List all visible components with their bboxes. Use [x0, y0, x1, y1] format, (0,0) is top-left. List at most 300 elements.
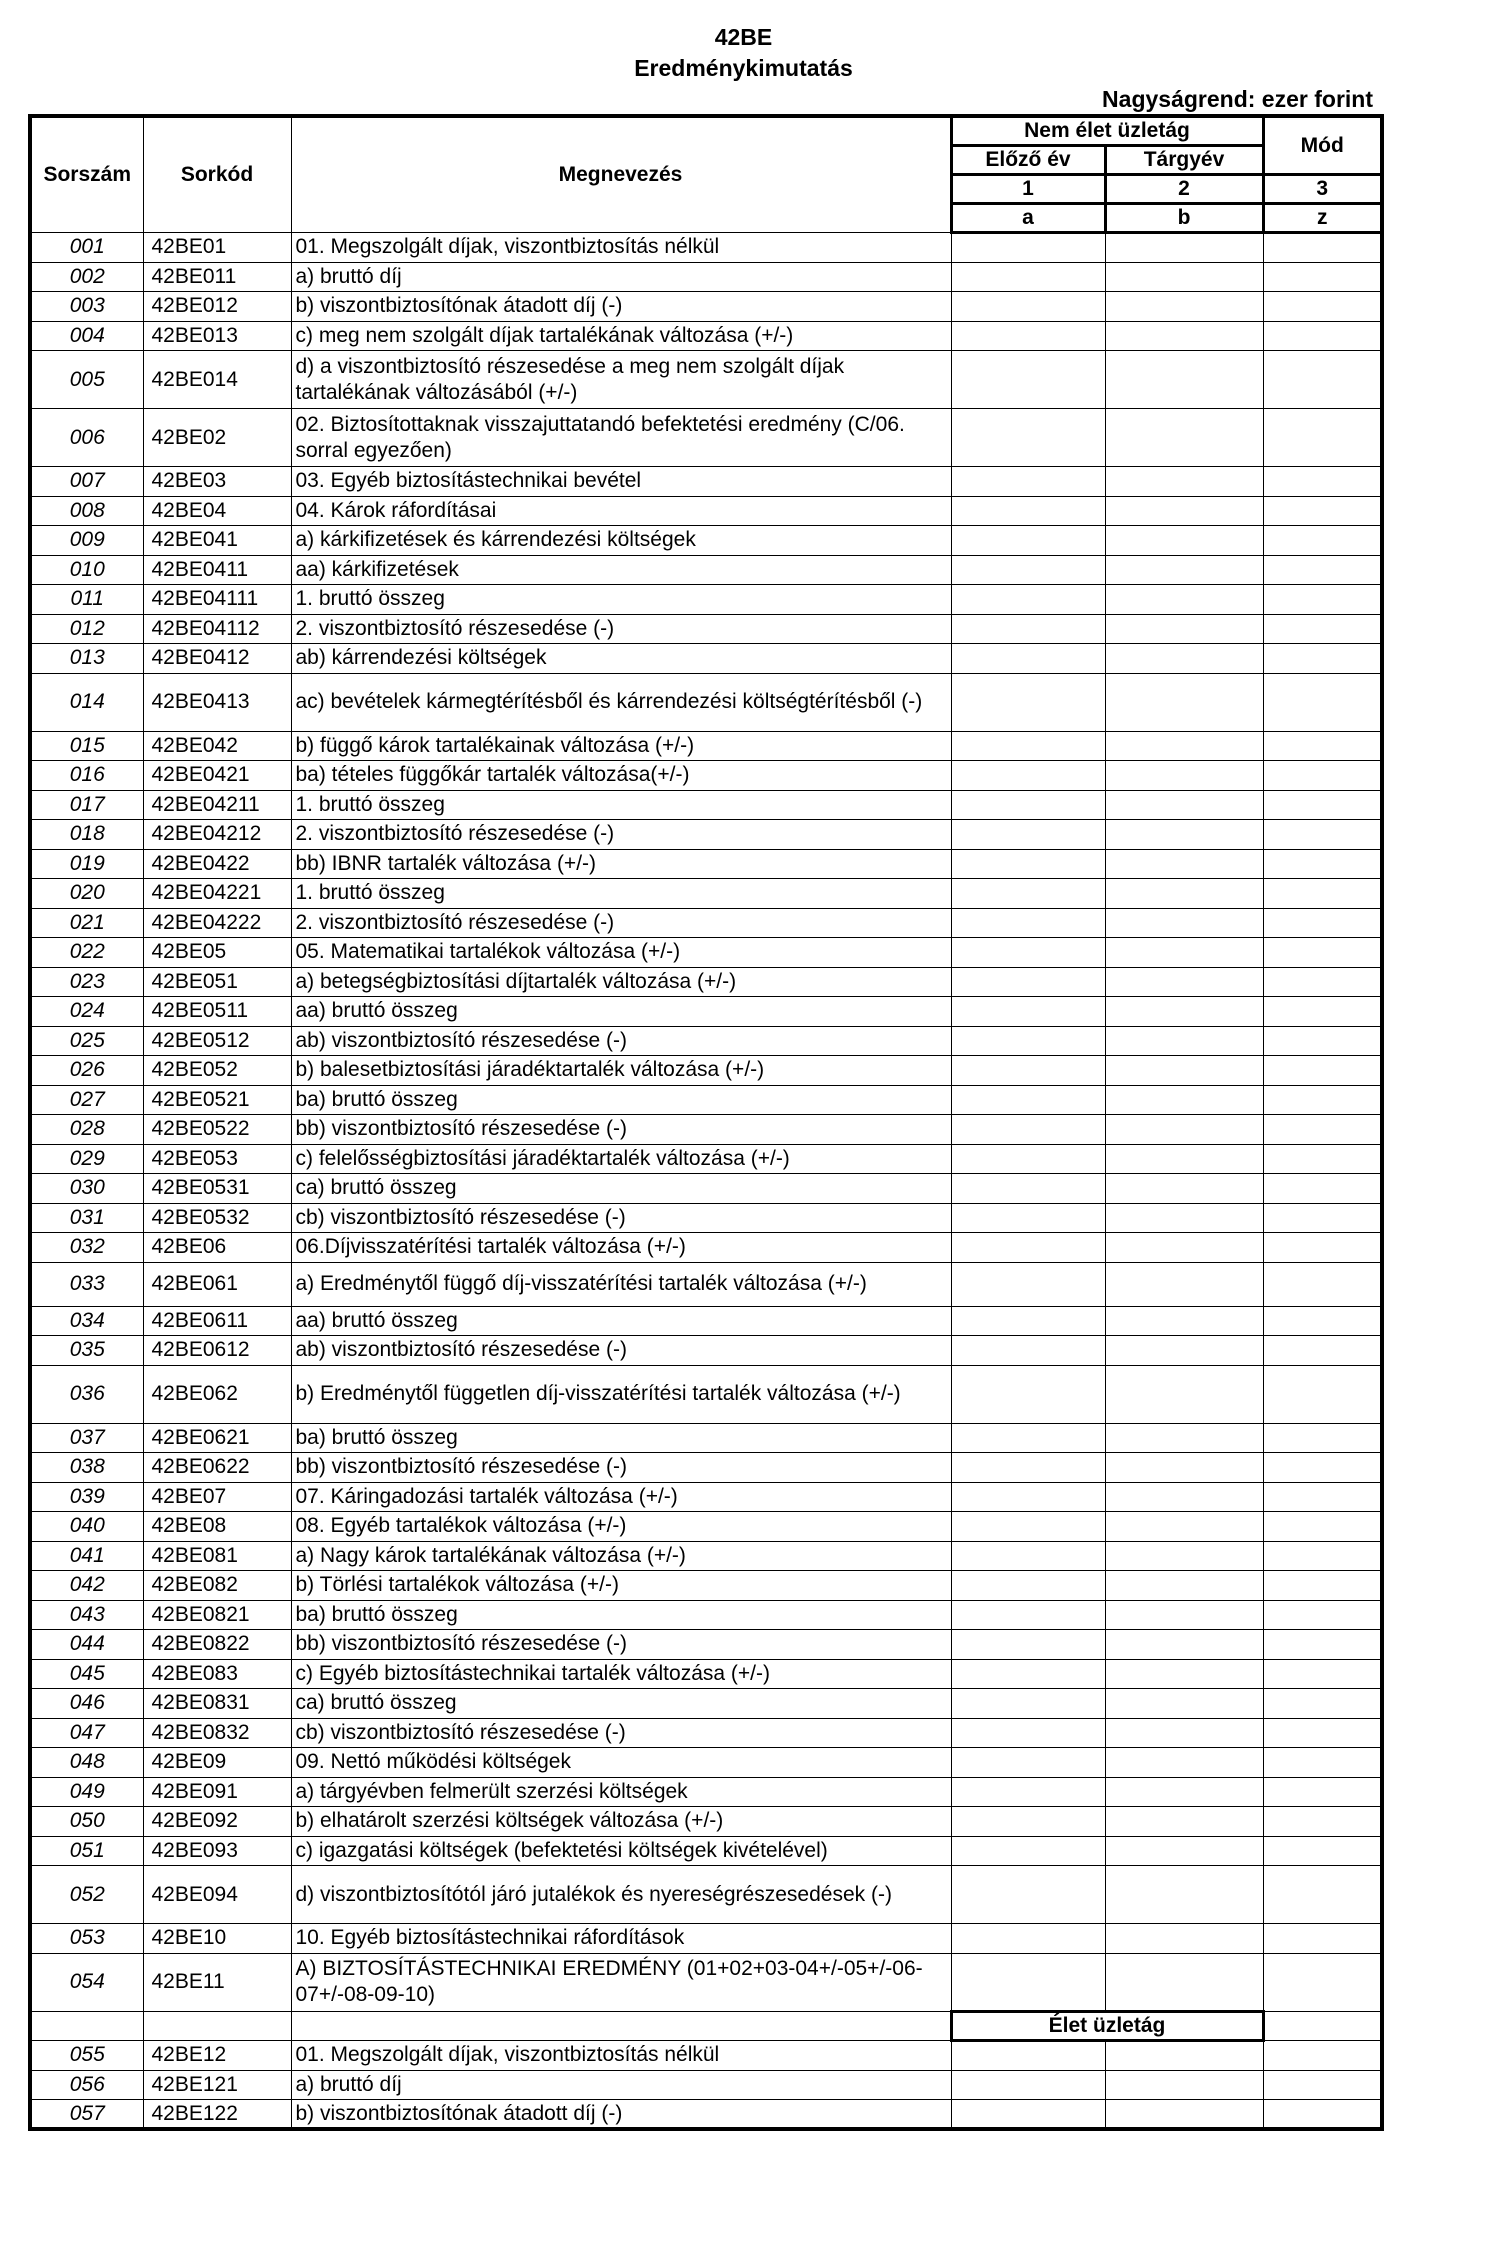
- value-prev-year-cell[interactable]: [951, 1541, 1105, 1571]
- value-this-year-cell[interactable]: [1105, 1423, 1263, 1453]
- value-prev-year-cell[interactable]: [951, 1144, 1105, 1174]
- header-prev-year: Előző év: [951, 146, 1105, 175]
- value-this-year-cell[interactable]: [1105, 967, 1263, 997]
- value-prev-year-cell[interactable]: [951, 820, 1105, 850]
- row-label: ba) tételes függőkár tartalék változása(+/-): [291, 761, 951, 791]
- value-this-year-cell[interactable]: [1105, 1807, 1263, 1837]
- table-row: [30, 673, 1382, 731]
- value-prev-year-cell[interactable]: [951, 849, 1105, 879]
- value-this-year-cell[interactable]: [1105, 1953, 1263, 2011]
- row-label: 09. Nettó működési költségek: [291, 1748, 951, 1778]
- value-mod-cell[interactable]: [1263, 1203, 1382, 1233]
- value-mod-cell[interactable]: [1263, 409, 1382, 467]
- row-number: 032: [30, 1233, 143, 1263]
- row-label: ab) viszontbiztosító részesedése (-): [291, 1336, 951, 1366]
- row-number: 017: [30, 790, 143, 820]
- row-label: b) balesetbiztosítási járadéktartalék változása (+/-): [291, 1056, 951, 1086]
- value-this-year-cell[interactable]: [1105, 1541, 1263, 1571]
- value-mod-cell[interactable]: [1263, 879, 1382, 909]
- value-mod-cell[interactable]: [1263, 731, 1382, 761]
- table-row: [30, 1174, 1382, 1204]
- table-row: [30, 1953, 1382, 2011]
- row-number: 021: [30, 908, 143, 938]
- row-code: 42BE093: [143, 1836, 291, 1866]
- value-mod-cell[interactable]: [1263, 614, 1382, 644]
- value-this-year-cell[interactable]: [1105, 496, 1263, 526]
- value-mod-cell[interactable]: [1263, 526, 1382, 556]
- row-label: bb) viszontbiztosító részesedése (-): [291, 1115, 951, 1145]
- value-this-year-cell[interactable]: [1105, 1056, 1263, 1086]
- row-code: 42BE04112: [143, 614, 291, 644]
- value-prev-year-cell[interactable]: [951, 1807, 1105, 1837]
- value-this-year-cell[interactable]: [1105, 1203, 1263, 1233]
- value-this-year-cell[interactable]: [1105, 673, 1263, 731]
- row-number: 053: [30, 1924, 143, 1954]
- value-this-year-cell[interactable]: [1105, 409, 1263, 467]
- row-label: b) viszontbiztosítónak átadott díj (-): [291, 2100, 951, 2130]
- value-this-year-cell[interactable]: [1105, 731, 1263, 761]
- value-prev-year-cell[interactable]: [951, 644, 1105, 674]
- row-code: 42BE062: [143, 1365, 291, 1423]
- row-label: 01. Megszolgált díjak, viszontbiztosítás nélkül: [291, 2041, 951, 2071]
- value-this-year-cell[interactable]: [1105, 1924, 1263, 1954]
- row-label: 1. bruttó összeg: [291, 790, 951, 820]
- row-label: 2. viszontbiztosító részesedése (-): [291, 614, 951, 644]
- value-prev-year-cell[interactable]: [951, 555, 1105, 585]
- value-mod-cell[interactable]: [1263, 1689, 1382, 1719]
- row-code: 42BE0422: [143, 849, 291, 879]
- value-mod-cell[interactable]: [1263, 1026, 1382, 1056]
- table-row: [30, 467, 1382, 497]
- value-prev-year-cell[interactable]: [951, 1836, 1105, 1866]
- row-number: 006: [30, 409, 143, 467]
- value-prev-year-cell[interactable]: [951, 1600, 1105, 1630]
- value-mod-cell[interactable]: [1263, 1512, 1382, 1542]
- value-prev-year-cell[interactable]: [951, 790, 1105, 820]
- value-prev-year-cell[interactable]: [951, 1718, 1105, 1748]
- value-prev-year-cell[interactable]: [951, 1085, 1105, 1115]
- value-mod-cell[interactable]: [1263, 1748, 1382, 1778]
- value-this-year-cell[interactable]: [1105, 1482, 1263, 1512]
- value-prev-year-cell[interactable]: [951, 1689, 1105, 1719]
- row-number: 005: [30, 351, 143, 409]
- value-mod-cell[interactable]: [1263, 1482, 1382, 1512]
- value-prev-year-cell[interactable]: [951, 1953, 1105, 2011]
- value-prev-year-cell[interactable]: [951, 351, 1105, 409]
- table-row: [30, 351, 1382, 409]
- value-mod-cell[interactable]: [1263, 761, 1382, 791]
- value-this-year-cell[interactable]: [1105, 1453, 1263, 1483]
- value-mod-cell[interactable]: [1263, 1630, 1382, 1660]
- row-code: 42BE0621: [143, 1423, 291, 1453]
- value-prev-year-cell[interactable]: [951, 1336, 1105, 1366]
- row-code: 42BE05: [143, 938, 291, 968]
- value-this-year-cell[interactable]: [1105, 467, 1263, 497]
- value-this-year-cell[interactable]: [1105, 233, 1263, 263]
- value-this-year-cell[interactable]: [1105, 908, 1263, 938]
- form-title: Eredménykimutatás: [634, 55, 853, 81]
- row-number: 040: [30, 1512, 143, 1542]
- value-mod-cell[interactable]: [1263, 321, 1382, 351]
- row-label: 08. Egyéb tartalékok változása (+/-): [291, 1512, 951, 1542]
- row-number: 057: [30, 2100, 143, 2130]
- value-this-year-cell[interactable]: [1105, 585, 1263, 615]
- table-row: [30, 967, 1382, 997]
- table-row: [30, 1866, 1382, 1924]
- value-prev-year-cell[interactable]: [951, 1174, 1105, 1204]
- table-row: [30, 233, 1382, 263]
- row-code: 42BE042: [143, 731, 291, 761]
- value-prev-year-cell[interactable]: [951, 614, 1105, 644]
- header-group-nonlife: Nem élet üzletág: [951, 116, 1263, 146]
- value-this-year-cell[interactable]: [1105, 262, 1263, 292]
- value-mod-cell[interactable]: [1263, 1233, 1382, 1263]
- value-prev-year-cell[interactable]: [951, 967, 1105, 997]
- value-this-year-cell[interactable]: [1105, 1836, 1263, 1866]
- row-label: 05. Matematikai tartalékok változása (+/-): [291, 938, 951, 968]
- row-code: 42BE12: [143, 2041, 291, 2071]
- header-this-year: Tárgyév: [1105, 146, 1263, 175]
- value-mod-cell[interactable]: [1263, 644, 1382, 674]
- row-label: a) betegségbiztosítási díjtartalék változása (+/-): [291, 967, 951, 997]
- value-prev-year-cell[interactable]: [951, 1056, 1105, 1086]
- value-this-year-cell[interactable]: [1105, 321, 1263, 351]
- value-this-year-cell[interactable]: [1105, 997, 1263, 1027]
- value-this-year-cell[interactable]: [1105, 1512, 1263, 1542]
- value-this-year-cell[interactable]: [1105, 1748, 1263, 1778]
- value-mod-cell[interactable]: [1263, 1423, 1382, 1453]
- row-number: 038: [30, 1453, 143, 1483]
- value-prev-year-cell[interactable]: [951, 879, 1105, 909]
- value-prev-year-cell[interactable]: [951, 233, 1105, 263]
- value-mod-cell[interactable]: [1263, 1336, 1382, 1366]
- value-prev-year-cell[interactable]: [951, 1659, 1105, 1689]
- table-row: [30, 555, 1382, 585]
- empty-cell: [30, 2011, 143, 2041]
- value-prev-year-cell[interactable]: [951, 321, 1105, 351]
- row-label: ac) bevételek kármegtérítésből és kárrendezési költségtérítésből (-): [291, 673, 951, 731]
- value-prev-year-cell[interactable]: [951, 526, 1105, 556]
- value-mod-cell[interactable]: [1263, 1718, 1382, 1748]
- row-label: c) igazgatási költségek (befektetési költségek kivételével): [291, 1836, 951, 1866]
- value-this-year-cell[interactable]: [1105, 1659, 1263, 1689]
- row-number: 039: [30, 1482, 143, 1512]
- value-mod-cell[interactable]: [1263, 555, 1382, 585]
- header-num-1: 1: [951, 175, 1105, 204]
- value-mod-cell[interactable]: [1263, 1541, 1382, 1571]
- value-prev-year-cell[interactable]: [951, 1423, 1105, 1453]
- value-mod-cell[interactable]: [1263, 1174, 1382, 1204]
- table-row: [30, 1203, 1382, 1233]
- table-row: [30, 1541, 1382, 1571]
- row-label: c) Egyéb biztosítástechnikai tartalék változása (+/-): [291, 1659, 951, 1689]
- row-label: 2. viszontbiztosító részesedése (-): [291, 908, 951, 938]
- row-code: 42BE08: [143, 1512, 291, 1542]
- table-row: [30, 409, 1382, 467]
- value-mod-cell[interactable]: [1263, 1115, 1382, 1145]
- value-mod-cell[interactable]: [1263, 1807, 1382, 1837]
- header-sorszam: Sorszám: [30, 116, 143, 233]
- table-row: [30, 2070, 1382, 2100]
- row-code: 42BE10: [143, 1924, 291, 1954]
- row-code: 42BE052: [143, 1056, 291, 1086]
- row-label: 1. bruttó összeg: [291, 585, 951, 615]
- value-mod-cell[interactable]: [1263, 1453, 1382, 1483]
- value-mod-cell[interactable]: [1263, 1571, 1382, 1601]
- value-prev-year-cell[interactable]: [951, 1866, 1105, 1924]
- value-this-year-cell[interactable]: [1105, 1262, 1263, 1306]
- row-label: c) meg nem szolgált díjak tartalékának változása (+/-): [291, 321, 951, 351]
- value-this-year-cell[interactable]: [1105, 1630, 1263, 1660]
- value-this-year-cell[interactable]: [1105, 1144, 1263, 1174]
- row-code: 42BE0622: [143, 1453, 291, 1483]
- value-mod-cell[interactable]: [1263, 1085, 1382, 1115]
- value-mod-cell[interactable]: [1263, 1866, 1382, 1924]
- row-code: 42BE0412: [143, 644, 291, 674]
- row-number: 026: [30, 1056, 143, 1086]
- value-prev-year-cell[interactable]: [951, 1233, 1105, 1263]
- value-prev-year-cell[interactable]: [951, 731, 1105, 761]
- empty-cell: [1263, 2011, 1382, 2041]
- table-row: [30, 1144, 1382, 1174]
- row-number: 001: [30, 233, 143, 263]
- value-mod-cell[interactable]: [1263, 1144, 1382, 1174]
- table-row: [30, 1748, 1382, 1778]
- value-mod-cell[interactable]: [1263, 849, 1382, 879]
- value-prev-year-cell[interactable]: [951, 2100, 1105, 2130]
- row-number: 019: [30, 849, 143, 879]
- table-row: [30, 849, 1382, 879]
- header-num-3: 3: [1263, 175, 1382, 204]
- row-number: 016: [30, 761, 143, 791]
- value-prev-year-cell[interactable]: [951, 1924, 1105, 1954]
- row-code: 42BE0822: [143, 1630, 291, 1660]
- value-prev-year-cell[interactable]: [951, 1512, 1105, 1542]
- row-number: 033: [30, 1262, 143, 1306]
- value-this-year-cell[interactable]: [1105, 1365, 1263, 1423]
- value-prev-year-cell[interactable]: [951, 467, 1105, 497]
- value-this-year-cell[interactable]: [1105, 1306, 1263, 1336]
- value-prev-year-cell[interactable]: [951, 761, 1105, 791]
- value-this-year-cell[interactable]: [1105, 1336, 1263, 1366]
- table-row: [30, 496, 1382, 526]
- value-prev-year-cell[interactable]: [951, 1777, 1105, 1807]
- value-prev-year-cell[interactable]: [951, 997, 1105, 1027]
- row-label: a) bruttó díj: [291, 262, 951, 292]
- value-mod-cell[interactable]: [1263, 262, 1382, 292]
- empty-cell: [143, 2011, 291, 2041]
- value-prev-year-cell[interactable]: [951, 1365, 1105, 1423]
- row-label: 01. Megszolgált díjak, viszontbiztosítás nélkül: [291, 233, 951, 263]
- value-this-year-cell[interactable]: [1105, 1026, 1263, 1056]
- row-label: aa) kárkifizetések: [291, 555, 951, 585]
- table-row: [30, 614, 1382, 644]
- header-num-2: 2: [1105, 175, 1263, 204]
- value-this-year-cell[interactable]: [1105, 1115, 1263, 1145]
- value-prev-year-cell[interactable]: [951, 585, 1105, 615]
- value-this-year-cell[interactable]: [1105, 2100, 1263, 2130]
- header-mod: Mód: [1263, 116, 1382, 175]
- table-row: [30, 1600, 1382, 1630]
- row-code: 42BE04: [143, 496, 291, 526]
- form-code: 42BE: [714, 24, 773, 50]
- row-number: 029: [30, 1144, 143, 1174]
- row-number: 028: [30, 1115, 143, 1145]
- value-mod-cell[interactable]: [1263, 908, 1382, 938]
- row-label: bb) IBNR tartalék változása (+/-): [291, 849, 951, 879]
- row-number: 048: [30, 1748, 143, 1778]
- value-mod-cell[interactable]: [1263, 2100, 1382, 2130]
- value-this-year-cell[interactable]: [1105, 790, 1263, 820]
- row-number: 011: [30, 585, 143, 615]
- row-code: 42BE0511: [143, 997, 291, 1027]
- value-mod-cell[interactable]: [1263, 496, 1382, 526]
- table-row: [30, 820, 1382, 850]
- value-mod-cell[interactable]: [1263, 997, 1382, 1027]
- value-this-year-cell[interactable]: [1105, 1689, 1263, 1719]
- row-code: 42BE121: [143, 2070, 291, 2100]
- value-this-year-cell[interactable]: [1105, 614, 1263, 644]
- value-prev-year-cell[interactable]: [951, 1026, 1105, 1056]
- value-mod-cell[interactable]: [1263, 790, 1382, 820]
- value-prev-year-cell[interactable]: [951, 1482, 1105, 1512]
- table-row: [30, 1085, 1382, 1115]
- value-mod-cell[interactable]: [1263, 585, 1382, 615]
- value-prev-year-cell[interactable]: [951, 2070, 1105, 2100]
- value-prev-year-cell[interactable]: [951, 938, 1105, 968]
- value-prev-year-cell[interactable]: [951, 262, 1105, 292]
- value-prev-year-cell[interactable]: [951, 1630, 1105, 1660]
- row-number: 044: [30, 1630, 143, 1660]
- table-row: [30, 2100, 1382, 2130]
- row-code: 42BE04221: [143, 879, 291, 909]
- value-mod-cell[interactable]: [1263, 1306, 1382, 1336]
- value-mod-cell[interactable]: [1263, 467, 1382, 497]
- value-prev-year-cell[interactable]: [951, 673, 1105, 731]
- value-mod-cell[interactable]: [1263, 938, 1382, 968]
- row-number: 007: [30, 467, 143, 497]
- value-prev-year-cell[interactable]: [951, 1453, 1105, 1483]
- table-row: [30, 1571, 1382, 1601]
- value-prev-year-cell[interactable]: [951, 496, 1105, 526]
- row-label: 02. Biztosítottaknak visszajuttatandó befektetési eredmény (C/06. sorral egyezően): [291, 409, 951, 467]
- value-mod-cell[interactable]: [1263, 1836, 1382, 1866]
- value-this-year-cell[interactable]: [1105, 555, 1263, 585]
- row-code: 42BE051: [143, 967, 291, 997]
- value-this-year-cell[interactable]: [1105, 1866, 1263, 1924]
- value-this-year-cell[interactable]: [1105, 1571, 1263, 1601]
- value-mod-cell[interactable]: [1263, 967, 1382, 997]
- row-number: 045: [30, 1659, 143, 1689]
- value-mod-cell[interactable]: [1263, 2041, 1382, 2071]
- value-this-year-cell[interactable]: [1105, 1085, 1263, 1115]
- value-prev-year-cell[interactable]: [951, 1306, 1105, 1336]
- table-row: [30, 908, 1382, 938]
- row-label: a) bruttó díj: [291, 2070, 951, 2100]
- value-this-year-cell[interactable]: [1105, 820, 1263, 850]
- value-mod-cell[interactable]: [1263, 233, 1382, 263]
- value-this-year-cell[interactable]: [1105, 938, 1263, 968]
- value-this-year-cell[interactable]: [1105, 849, 1263, 879]
- value-this-year-cell[interactable]: [1105, 1600, 1263, 1630]
- value-prev-year-cell[interactable]: [951, 1203, 1105, 1233]
- table-row: [30, 879, 1382, 909]
- value-this-year-cell[interactable]: [1105, 1233, 1263, 1263]
- row-number: 008: [30, 496, 143, 526]
- value-prev-year-cell[interactable]: [951, 1748, 1105, 1778]
- value-mod-cell[interactable]: [1263, 1659, 1382, 1689]
- value-this-year-cell[interactable]: [1105, 879, 1263, 909]
- value-mod-cell[interactable]: [1263, 2070, 1382, 2100]
- value-this-year-cell[interactable]: [1105, 526, 1263, 556]
- row-number: 014: [30, 673, 143, 731]
- table-row: [30, 1807, 1382, 1837]
- table-row: [30, 1026, 1382, 1056]
- row-number: 030: [30, 1174, 143, 1204]
- value-this-year-cell[interactable]: [1105, 644, 1263, 674]
- value-prev-year-cell[interactable]: [951, 409, 1105, 467]
- value-this-year-cell[interactable]: [1105, 2070, 1263, 2100]
- value-this-year-cell[interactable]: [1105, 292, 1263, 322]
- header-letter-z: z: [1263, 204, 1382, 233]
- row-label: ba) bruttó összeg: [291, 1423, 951, 1453]
- row-code: 42BE012: [143, 292, 291, 322]
- row-number: 025: [30, 1026, 143, 1056]
- value-this-year-cell[interactable]: [1105, 1174, 1263, 1204]
- value-prev-year-cell[interactable]: [951, 1262, 1105, 1306]
- row-label: ab) kárrendezési költségek: [291, 644, 951, 674]
- row-number: 012: [30, 614, 143, 644]
- value-mod-cell[interactable]: [1263, 1365, 1382, 1423]
- row-label: ca) bruttó összeg: [291, 1689, 951, 1719]
- value-prev-year-cell[interactable]: [951, 908, 1105, 938]
- value-prev-year-cell[interactable]: [951, 2041, 1105, 2071]
- value-mod-cell[interactable]: [1263, 1777, 1382, 1807]
- value-prev-year-cell[interactable]: [951, 1571, 1105, 1601]
- value-this-year-cell[interactable]: [1105, 761, 1263, 791]
- value-mod-cell[interactable]: [1263, 1953, 1382, 2011]
- header-sorkod: Sorkód: [143, 116, 291, 233]
- row-label: bb) viszontbiztosító részesedése (-): [291, 1630, 951, 1660]
- value-mod-cell[interactable]: [1263, 351, 1382, 409]
- value-this-year-cell[interactable]: [1105, 351, 1263, 409]
- row-number: 010: [30, 555, 143, 585]
- value-mod-cell[interactable]: [1263, 1924, 1382, 1954]
- row-code: 42BE04211: [143, 790, 291, 820]
- value-prev-year-cell[interactable]: [951, 1115, 1105, 1145]
- value-this-year-cell[interactable]: [1105, 2041, 1263, 2071]
- value-this-year-cell[interactable]: [1105, 1777, 1263, 1807]
- row-label: 04. Károk ráfordításai: [291, 496, 951, 526]
- row-code: 42BE0531: [143, 1174, 291, 1204]
- value-this-year-cell[interactable]: [1105, 1718, 1263, 1748]
- table-row: [30, 1423, 1382, 1453]
- row-code: 42BE07: [143, 1482, 291, 1512]
- value-prev-year-cell[interactable]: [951, 292, 1105, 322]
- value-mod-cell[interactable]: [1263, 1056, 1382, 1086]
- value-mod-cell[interactable]: [1263, 673, 1382, 731]
- value-mod-cell[interactable]: [1263, 292, 1382, 322]
- value-mod-cell[interactable]: [1263, 820, 1382, 850]
- row-code: 42BE122: [143, 2100, 291, 2130]
- row-label: ba) bruttó összeg: [291, 1600, 951, 1630]
- row-number: 002: [30, 262, 143, 292]
- section-life-header: Élet üzletág: [951, 2011, 1263, 2041]
- value-mod-cell[interactable]: [1263, 1262, 1382, 1306]
- value-mod-cell[interactable]: [1263, 1600, 1382, 1630]
- row-number: 050: [30, 1807, 143, 1837]
- row-code: 42BE01: [143, 233, 291, 263]
